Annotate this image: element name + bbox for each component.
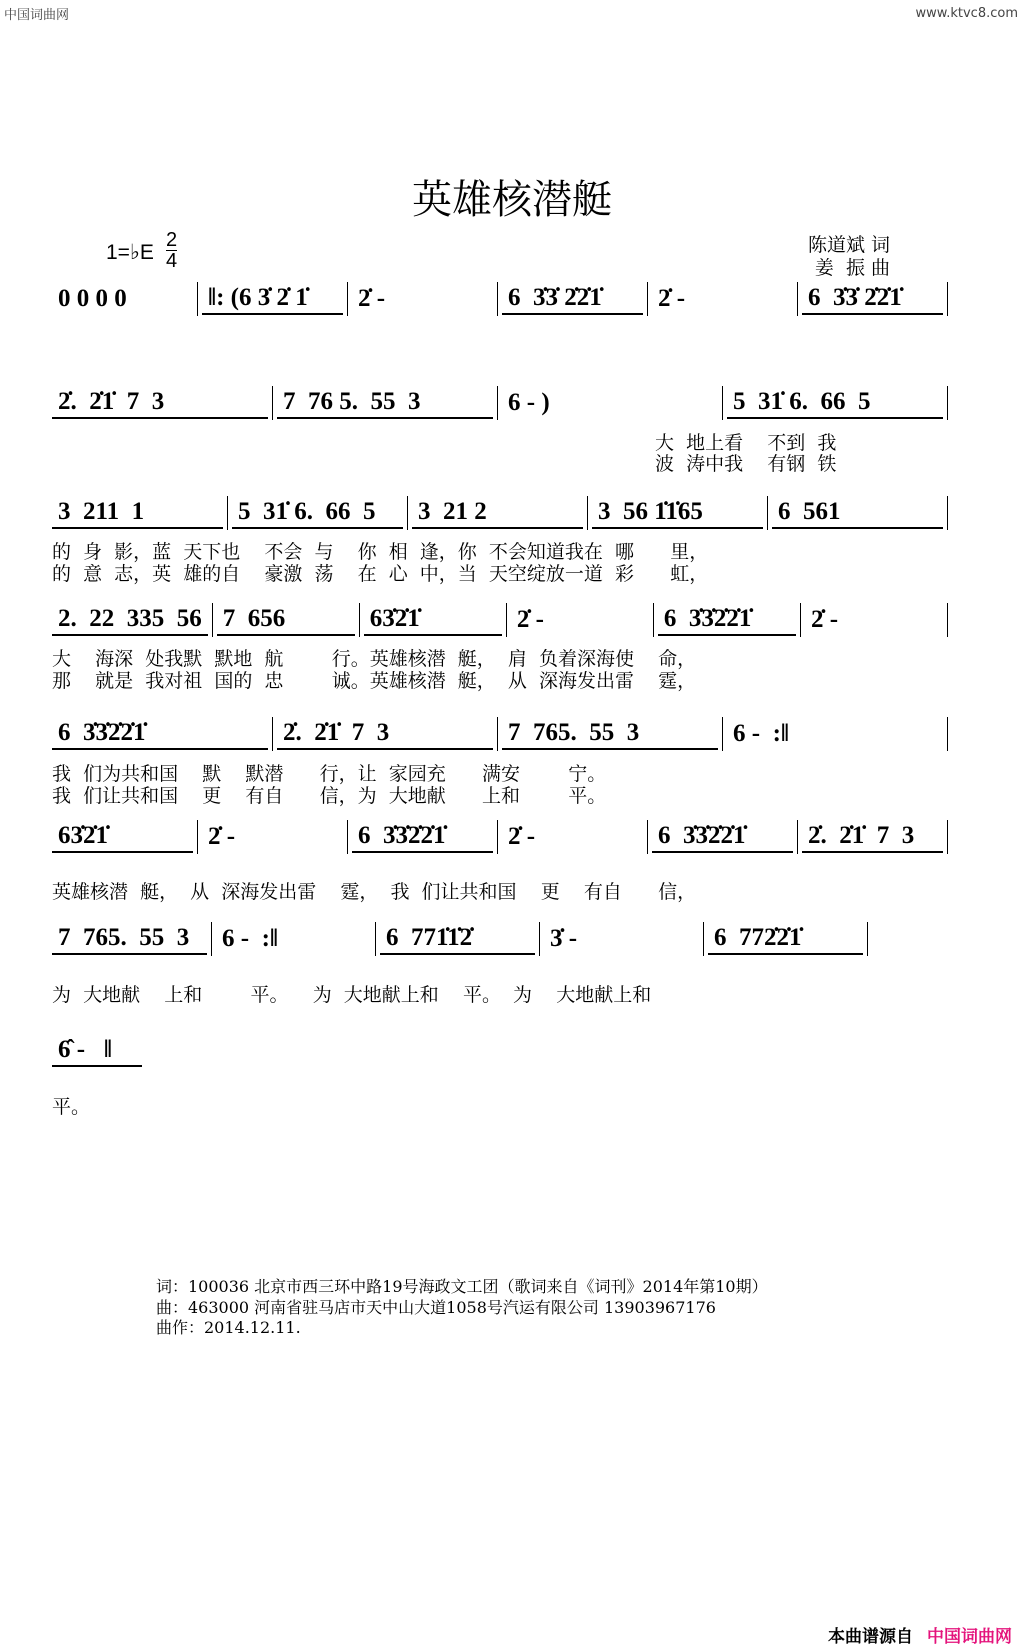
lyric-line: 我 们为共和国 默 默潜 行，让 家园充 满安 宁。: [52, 763, 607, 785]
measure: 6 772̇2̇1̇: [708, 923, 863, 955]
measure: 7 76 5. 55 3: [277, 387, 493, 419]
measure: 2. 22 335 56: [52, 604, 208, 636]
lyric-line: 大 海深 处我默 默地 航 行。英雄核潜 艇， 肩 负着深海使 命，: [52, 648, 697, 670]
lyric-line: 的 身 影，蓝 天下也 不会 与 你 相 逢，你 不会知道我在 哪 里，: [52, 541, 709, 563]
score-row: [52, 717, 952, 751]
measure: 2̇. 2̇1̇ 7 3: [52, 387, 268, 419]
barline: [272, 717, 273, 751]
barline: [212, 603, 213, 637]
site-url: www.ktvc8.com: [915, 6, 1018, 21]
measure: 3 56 1̇1̇65: [592, 497, 763, 529]
measure: 63̇2̇1̇: [52, 821, 193, 853]
measure: 5 31̇ 6. 66 5: [232, 497, 403, 529]
score-row: [52, 496, 952, 530]
measure: 6 3̇3̇2̇2̇1̇: [352, 821, 493, 853]
measure: 6 - :‖: [733, 720, 790, 747]
barline: [767, 496, 768, 530]
lyric-line: 为 大地献 上和 平。 为 大地献上和 平。 为 大地献上和: [52, 984, 652, 1006]
measure: 2̇. 2̇1̇ 7 3: [802, 821, 943, 853]
barline: [227, 496, 228, 530]
measure: 7 656: [217, 604, 355, 636]
measure: 2̇ -: [208, 823, 236, 850]
score-row: [52, 820, 952, 854]
measure: 6 3̇3̇ 2̇2̇1̇: [802, 283, 943, 315]
score-row: [52, 386, 952, 420]
measure: 2̇ -: [810, 606, 839, 633]
barline: [947, 603, 948, 637]
barline: [703, 922, 704, 956]
barline: [947, 282, 948, 316]
score-row: [52, 282, 952, 316]
barline: [722, 386, 723, 420]
score-row: [52, 922, 872, 956]
time-signature: [166, 230, 177, 271]
measure: ‖: (6 3̇ 2̇ 1̇: [202, 283, 343, 315]
lyric-line: 那 就是 我对祖 国的 忠 诚。英雄核潜 艇， 从 深海发出雷 霆，: [52, 670, 697, 692]
measure: 6 771̇1̇2̇: [380, 923, 535, 955]
measure: 3 21 2: [412, 497, 583, 529]
barline: [587, 496, 588, 530]
meter-bottom: 4: [166, 250, 178, 272]
measure: 6 3̇3̇ 2̇2̇1̇: [502, 283, 643, 315]
footer-lyricist-address: 词：100036 北京市西三环中路19号海政文工团（歌词来自《词刊》2014年第10期）: [156, 1277, 768, 1296]
barline: [347, 820, 348, 854]
measure: 6 - ): [508, 389, 550, 416]
barline: [797, 282, 798, 316]
measure: 6 3̇3̇2̇2̇1̇: [658, 604, 796, 636]
barline: [797, 820, 798, 854]
barline: [375, 922, 376, 956]
score-row: [52, 1035, 142, 1067]
barline: [347, 282, 348, 316]
lyric-line: 平。: [52, 1096, 91, 1118]
barline: [359, 603, 360, 637]
measure: 2̇ -: [508, 823, 536, 850]
site-name-left: 中国词曲网: [4, 8, 70, 23]
measure: 7 765. 55 3: [52, 923, 207, 955]
barline: [647, 820, 648, 854]
barline: [197, 282, 198, 316]
measure: 6 - :‖: [222, 925, 279, 952]
barline: [197, 820, 198, 854]
measure: 63̇2̇1̇: [364, 604, 502, 636]
barline: [800, 603, 801, 637]
source-prefix: 本曲谱源自: [828, 1627, 913, 1647]
barline: [506, 603, 507, 637]
composer: 姜 振 曲: [814, 257, 890, 279]
barline: [947, 386, 948, 420]
barline: [211, 922, 212, 956]
measure: 2̇ -: [658, 285, 686, 312]
barline: [497, 717, 498, 751]
measure: 3 211 1: [52, 497, 223, 529]
barline: [947, 820, 948, 854]
barline: [497, 282, 498, 316]
barline: [947, 717, 948, 751]
barline: [539, 922, 540, 956]
song-title: 英雄核潜艇: [412, 177, 612, 223]
barline: [653, 603, 654, 637]
measure: 6̂ - ‖: [52, 1035, 142, 1067]
lyric-line: 波 涛中我 有钢 铁: [655, 453, 837, 475]
barline: [647, 282, 648, 316]
measure: 6 3̇3̇2̇2̇1̇: [652, 821, 793, 853]
barline: [272, 386, 273, 420]
measure: 0 0 0 0: [58, 285, 127, 312]
footer-date: 曲作：2014.12.11.: [156, 1318, 301, 1337]
score-row: [52, 603, 952, 637]
lyric-line: 英雄核潜 艇， 从 深海发出雷 霆， 我 们让共和国 更 有自 信，: [52, 881, 697, 903]
measure: 6 3̇3̇2̇2̇1̇: [52, 718, 268, 750]
barline: [947, 496, 948, 530]
lyric-line: 的 意 志，英 雄的自 豪激 荡 在 心 中，当 天空绽放一道 彩 虹，: [52, 563, 709, 585]
barline: [407, 496, 408, 530]
measure: 7 765. 55 3: [502, 718, 718, 750]
measure: 6 561: [772, 497, 943, 529]
measure: 2̇ -: [358, 285, 386, 312]
lyric-line: 大 地上看 不到 我: [655, 432, 837, 454]
lyricist: 陈道斌 词: [807, 234, 890, 256]
barline: [497, 820, 498, 854]
meter-top: 2: [166, 229, 178, 251]
key-signature: 1=♭E: [106, 241, 154, 264]
barline: [497, 386, 498, 420]
footer-composer-address: 曲：463000 河南省驻马店市天中山大道1058号汽运有限公司 13903967176: [156, 1298, 716, 1317]
measure: 2̇. 2̇1̇ 7 3: [277, 718, 493, 750]
measure: 3̇ -: [550, 925, 578, 952]
measure: 5 31̇ 6. 66 5: [727, 387, 943, 419]
lyric-line: 我 们让共和国 更 有自 信，为 大地献 上和 平。: [52, 785, 607, 807]
source-site: 中国词曲网: [927, 1627, 1012, 1647]
barline: [867, 922, 868, 956]
source-note: [828, 1622, 1012, 1647]
barline: [722, 717, 723, 751]
measure: 2̇ -: [516, 606, 544, 633]
